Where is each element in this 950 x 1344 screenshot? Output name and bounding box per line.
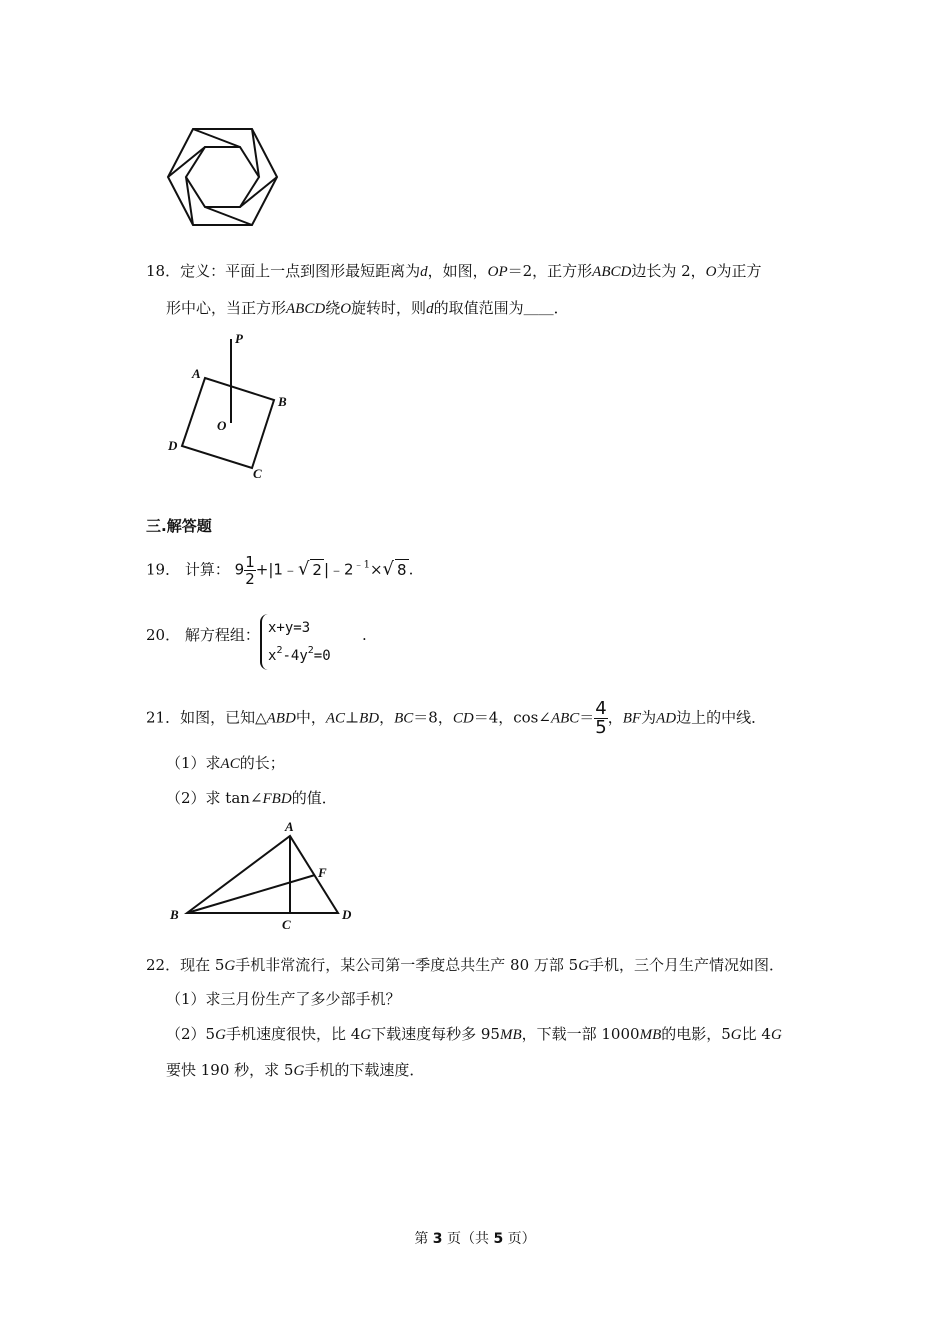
label-B: B <box>278 394 287 409</box>
q18-answer-blank[interactable]: ＿＿ <box>523 299 554 317</box>
radical-icon: √ <box>382 558 395 580</box>
label-A: A <box>192 366 201 381</box>
triangle-figure <box>165 818 365 933</box>
q19-line: 19． 计算： 9 $\frac{1}{2}$ +|1﹣√ 2 $|﹣2^{﹣1}\times√$ 8 . <box>146 553 414 588</box>
label-P: P <box>235 331 243 346</box>
equation-system <box>260 614 331 670</box>
q21-sub2: （2）求 tan∠FBD的值． <box>166 789 337 807</box>
q20-end: . <box>362 626 367 644</box>
q22-sub1: （1）求三月份生产了多少部手机？ <box>166 990 401 1008</box>
q21-fraction: $\frac{4}{5}$ <box>595 698 607 738</box>
q20-number: 20． <box>146 626 181 644</box>
label-C: C <box>282 917 291 932</box>
label-D: D <box>168 438 178 453</box>
label-D: D <box>342 907 352 922</box>
q21-sub1: （1）求AC的长； <box>166 754 285 772</box>
q22-sub2: （2）5G手机速度很快，比 4G下载速度每秒多 95MB，下载一部 1000MB的电影，5G比 4G <box>166 1025 782 1043</box>
page-footer: 第 3 页（共 5 页） <box>414 1231 536 1247</box>
label-B: B <box>170 907 179 922</box>
page-total: 5 <box>493 1231 504 1247</box>
label-A: A <box>285 819 294 834</box>
square-rotation-figure <box>160 328 300 488</box>
radical-icon: √ <box>297 558 310 580</box>
q22-number: 22． <box>146 956 181 974</box>
q18-number: 18． <box>146 262 181 280</box>
page-number: 3 <box>432 1231 443 1247</box>
q19-fraction: $\frac{1}{2}$ <box>245 553 255 588</box>
label-F: F <box>318 865 327 880</box>
q20-number-label: 20． 解方程组： <box>146 626 260 644</box>
label-C: C <box>253 466 262 481</box>
q22-line3: 要快 190 秒，求 5G手机的下载速度． <box>166 1061 425 1079</box>
q18-line1: 18．定义：平面上一点到图形最短距离为d，如图，OP＝2，正方形ABCD边长为 2，O为正方 <box>146 262 762 280</box>
q22-line1: 22．现在 5G手机非常流行，某公司第一季度总共生产 80 万部 5G手机，三个月生产情况如图． <box>146 956 785 974</box>
q18-line2: 形中心，当正方形ABCD绕O旋转时，则d的取值范围为＿＿． <box>166 299 569 317</box>
section-title: 三.解答题 <box>146 517 212 535</box>
hexagon-figure <box>160 122 285 232</box>
q19-number: 19． <box>146 560 181 579</box>
equation-1: x+y=3 <box>268 620 311 636</box>
q21-number: 21． <box>146 708 181 727</box>
label-O: O <box>217 418 227 433</box>
equation-2: $x^2-4y^2=0$ <box>268 645 331 664</box>
q21-line: 21．如图，已知△ABD中，AC⊥BD，BC＝8，CD＝4，cos∠ABC＝ $\frac{4}{5}$ ，BF为AD边上的中线． <box>146 698 767 738</box>
